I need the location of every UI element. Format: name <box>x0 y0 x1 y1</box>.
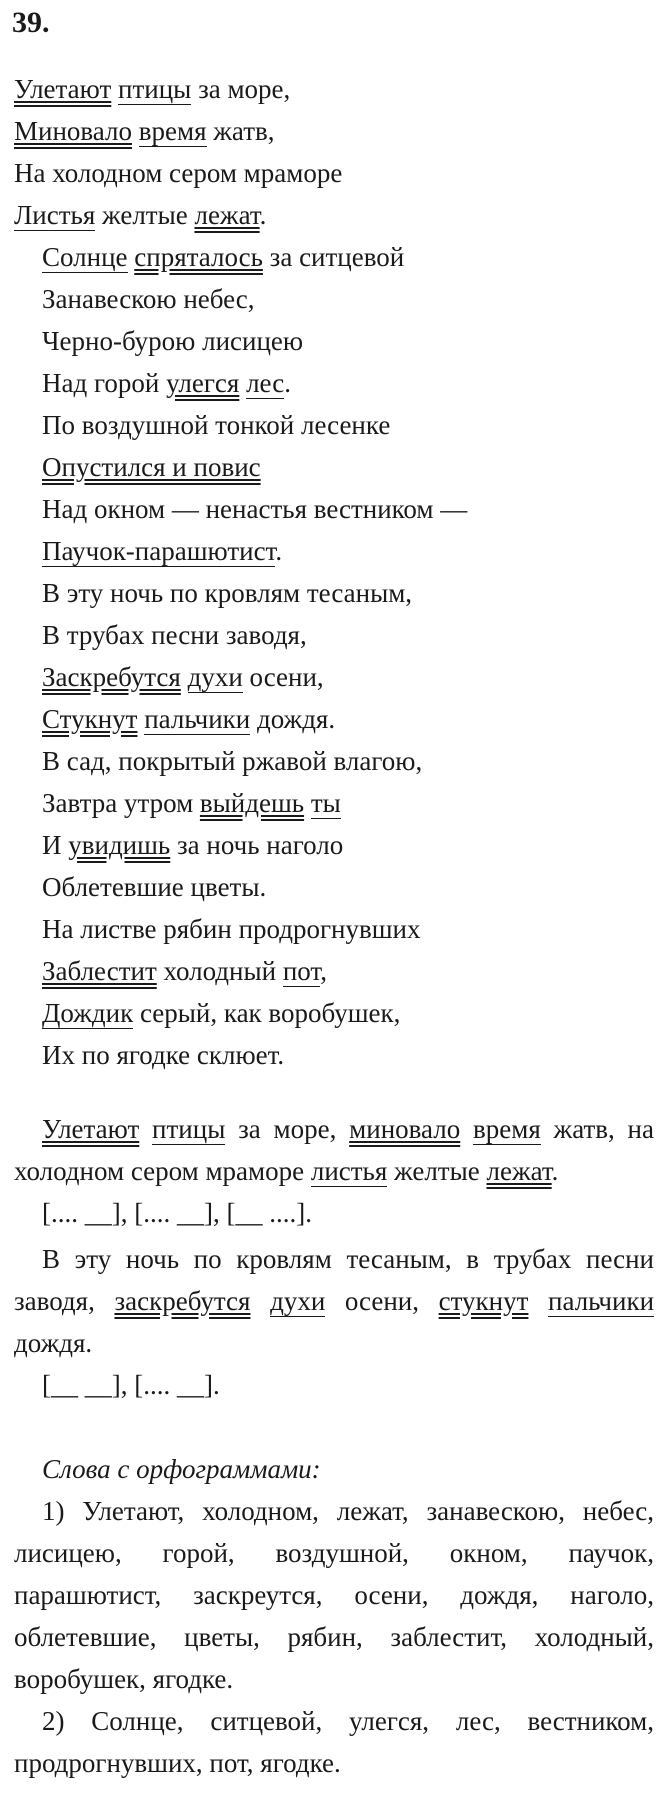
predicate-word: спряталось <box>134 242 263 272</box>
text-run: Над горой <box>42 368 167 398</box>
text-run: . <box>259 200 267 230</box>
text-run: желтые <box>95 200 195 230</box>
poem-line <box>42 824 467 866</box>
text-run: Завтра утром <box>42 788 200 818</box>
text-run: желтые <box>387 1156 487 1186</box>
poem-line <box>42 572 467 614</box>
subject-word: время <box>138 116 207 146</box>
sentence-scheme-1: [.... __], [.... __], [__ ....]. <box>42 1198 312 1228</box>
text-run <box>139 1114 152 1144</box>
predicate-word: лежат <box>486 1156 552 1186</box>
orthograms-list-2: 2) Солнце, ситцевой, улегся, лес, вестником, продрогнувших, пот, ягодке. <box>14 1706 654 1778</box>
poem-line <box>42 530 467 572</box>
subject-word: Листья <box>14 200 96 230</box>
subject-word: лес <box>246 368 285 398</box>
poem-line <box>42 950 467 992</box>
exercise-number: 39. <box>12 6 50 39</box>
subject-word: ты <box>310 788 341 818</box>
predicate-word: Улетают <box>42 1114 140 1144</box>
poem-line <box>42 866 467 908</box>
poem-line <box>42 908 467 950</box>
analysis-sentence-2 <box>14 1238 654 1364</box>
poem-stanza-1 <box>14 68 467 236</box>
predicate-word: миновало <box>349 1114 461 1144</box>
analysis-sentence-1 <box>14 1108 654 1192</box>
text-run: дождя. <box>14 1328 93 1358</box>
predicate-word: Опустился и повис <box>42 452 261 482</box>
text-run: жатв, <box>206 116 275 146</box>
sentence-scheme-2: [__ __], [.... __]. <box>42 1370 220 1400</box>
orthograms-title: Слова с орфограммами: <box>42 1454 321 1484</box>
text-run: По воздушной тонкой лесенке <box>42 410 391 440</box>
subject-word: птицы <box>152 1114 226 1144</box>
text-run: В эту ночь по кровлям тесаным, в трубах песни заводя, <box>14 1244 654 1316</box>
text-run: В эту ночь по кровлям тесаным, <box>42 578 413 608</box>
poem-line <box>14 194 467 236</box>
poem-stanza-2 <box>14 236 467 1076</box>
text-run: В сад, покрытый ржавой влагою, <box>42 746 423 776</box>
text-run: В трубах песни заводя, <box>42 620 307 650</box>
subject-word: пальчики <box>548 1286 655 1316</box>
poem-line <box>42 236 467 278</box>
subject-word: листья <box>310 1156 388 1186</box>
poem-line <box>42 278 467 320</box>
text-run: холодный <box>156 956 283 986</box>
poem-line <box>42 992 467 1034</box>
sentence-analysis <box>14 1108 654 1784</box>
text-run <box>460 1114 473 1144</box>
predicate-word: лежат <box>194 200 260 230</box>
subject-word: духи <box>187 662 243 692</box>
text-run <box>250 1286 270 1316</box>
text-run: Черно-бурою лисицею <box>42 326 304 356</box>
text-run: . <box>551 1156 559 1186</box>
text-run: осени, <box>325 1286 439 1316</box>
predicate-word: увидишь <box>68 830 171 860</box>
text-run: . <box>284 368 291 398</box>
subject-word: духи <box>270 1286 326 1316</box>
poem-line <box>14 68 467 110</box>
subject-word: Дождик <box>42 998 134 1028</box>
predicate-word: Заскребутся <box>42 662 181 692</box>
text-run <box>111 74 118 104</box>
text-run <box>181 662 188 692</box>
text-run: дождя. <box>250 704 336 734</box>
poem-line <box>42 782 467 824</box>
text-run <box>304 788 311 818</box>
text-run <box>528 1286 548 1316</box>
text-run: Занавескою небес, <box>42 284 255 314</box>
predicate-word: выйдешь <box>199 788 305 818</box>
predicate-word: Миновало <box>14 116 132 146</box>
text-run: , <box>320 956 327 986</box>
text-run: . <box>275 536 283 566</box>
subject-word: пот <box>282 956 321 986</box>
text-run: жатв, на холодном сером мраморе <box>14 1114 654 1186</box>
poem <box>14 68 467 1076</box>
poem-line <box>42 446 467 488</box>
poem-line <box>42 740 467 782</box>
text-run: Их по ягодке склюет. <box>42 1040 285 1070</box>
poem-line <box>42 404 467 446</box>
subject-word: Солнце <box>42 242 128 272</box>
predicate-word: заскребутся <box>114 1286 251 1316</box>
text-run <box>132 116 139 146</box>
poem-line <box>42 320 467 362</box>
text-run: И <box>42 830 69 860</box>
poem-line <box>42 1034 467 1076</box>
poem-line <box>42 488 467 530</box>
orthograms-list-1: 1) Улетают, холодном, лежат, занавескою, небес, лисицею, горой, воздушной, окном, паучок, парашютист, заскреутся, осени, дождя, наголо, облетевшие, цветы, рябин, заблестит, холодный, воробушек, ягодке. <box>14 1496 654 1694</box>
text-run: за ситцевой <box>262 242 405 272</box>
subject-word: Паучок-парашютист <box>42 536 276 566</box>
text-run: серый, как воробушек, <box>133 998 401 1028</box>
text-run: за ночь наголо <box>170 830 344 860</box>
poem-line <box>14 152 467 194</box>
poem-line <box>42 362 467 404</box>
poem-line <box>42 614 467 656</box>
subject-word: птицы <box>118 74 192 104</box>
predicate-word: Улетают <box>14 74 112 104</box>
text-run: за море, <box>191 74 291 104</box>
text-run: На холодном сером мраморе <box>14 158 343 188</box>
text-run: Облетевшие цветы. <box>42 872 267 902</box>
predicate-word: Стукнут <box>42 704 138 734</box>
subject-word: время <box>473 1114 541 1144</box>
text-run: На листве рябин продрогнувших <box>42 914 421 944</box>
poem-line <box>14 110 467 152</box>
text-run: осени, <box>242 662 324 692</box>
predicate-word: Заблестит <box>42 956 157 986</box>
text-run: за море, <box>225 1114 350 1144</box>
subject-word: пальчики <box>144 704 251 734</box>
text-run: Над окном — ненастья вестником — <box>42 494 468 524</box>
predicate-word: стукнут <box>438 1286 529 1316</box>
predicate-word: улегся <box>166 368 240 398</box>
poem-line <box>42 698 467 740</box>
poem-line <box>42 656 467 698</box>
